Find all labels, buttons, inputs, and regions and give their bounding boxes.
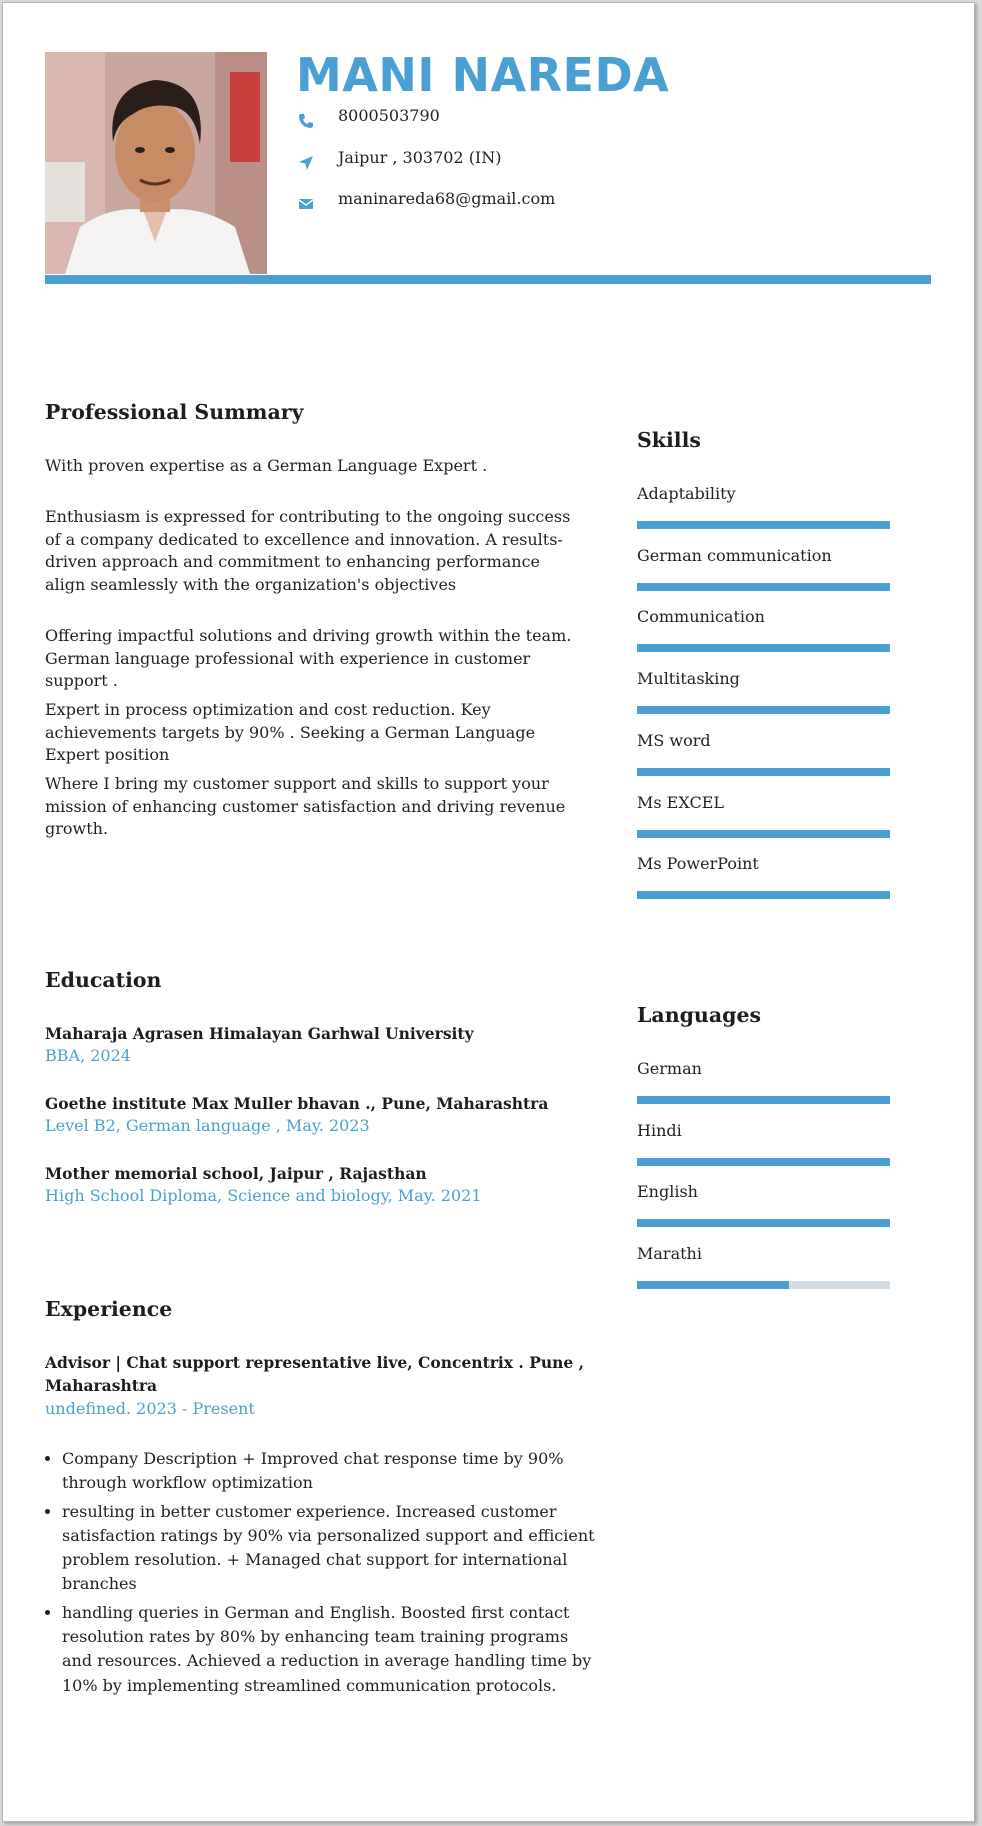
phone-icon [296,111,316,131]
summary-paragraph: Offering impactful solutions and driving growth within the team. German language professional with experience in customer support . [45,626,572,691]
language-level-bar [637,1281,890,1289]
skill-level-bar [637,644,890,652]
skill-level-bar [637,583,890,591]
contact-phone [296,105,440,133]
languages-heading: Languages [637,1003,762,1027]
language-level-bar [637,1219,890,1227]
summary-paragraph: Expert in process optimization and cost reduction. Key achievements targets by 90% . Seeking a German Language Expert position [45,700,536,765]
candidate-name: MANI NAREDA [296,48,670,102]
experience-dates: undefined. 2023 - Present [45,1399,255,1418]
level-fill [637,768,890,776]
skill-label: Ms EXCEL [637,792,725,812]
location-text: Jaipur , 303702 (IN) [338,147,502,167]
experience-bullet: • resulting in better customer experience. Increased customer satisfaction ratings by 90% via personalized support and efficient problem resolution. + Managed chat support for international branches [62,1500,602,1597]
language-level-bar [637,1096,890,1104]
language-label: German [637,1059,702,1078]
skill-level-bar [637,830,890,838]
level-fill [637,1158,890,1166]
resume-page [2,2,975,1822]
education-school: Maharaja Agrasen Himalayan Garhwal University [45,1024,474,1043]
skill-level-bar [637,706,890,714]
email-address[interactable]: maninareda68@gmail.com [338,188,556,208]
phone-number: 8000503790 [338,105,440,125]
education-detail: High School Diploma, Science and biology, May. 2021 [45,1186,482,1205]
header-divider [45,275,931,284]
skill-label: Adaptability [637,484,736,503]
experience-bullet: • Company Description + Improved chat response time by 90% through workflow optimization [62,1447,602,1496]
contact-location [296,147,502,175]
level-fill [637,830,890,838]
education-detail: Level B2, German language , May. 2023 [45,1116,370,1135]
experience-bullets [45,1447,602,1702]
education-heading: Education [45,968,162,992]
skill-level-bar [637,891,890,899]
envelope-icon [296,194,316,214]
skill-label: Ms PowerPoint [637,854,759,874]
experience-heading: Experience [45,1297,173,1321]
level-fill [637,644,890,652]
skill-label: Communication [637,607,765,627]
level-fill [637,1219,890,1227]
education-school: Goethe institute Max Muller bhavan ., Pune, Maharashtra [45,1094,549,1113]
level-fill [637,891,890,899]
language-label: Hindi [637,1120,682,1140]
education-school: Mother memorial school, Jaipur , Rajasthan [45,1164,427,1183]
language-label: English [637,1182,698,1202]
contact-email [296,188,556,216]
level-fill [637,1096,890,1104]
skill-label: MS word [637,730,711,750]
education-detail: BBA, 2024 [45,1046,131,1065]
experience-role: Advisor | Chat support representative live, Concentrix . Pune , [45,1353,585,1372]
skill-label: Multitasking [637,669,740,689]
level-fill [637,1281,789,1289]
summary-heading: Professional Summary [45,400,304,424]
level-fill [637,583,890,591]
language-label: Marathi [637,1244,702,1264]
level-fill [637,521,890,529]
experience-bullet: • handling queries in German and English. Boosted first contact resolution rates by 80% by enhancing team training programs and resources. Achieved a reduction in average handling time by 10% by implementing streamlined communication protocols. [62,1601,602,1698]
skill-label: German communication [637,545,832,565]
experience-role-location: Maharashtra [45,1376,158,1395]
skill-level-bar [637,521,890,529]
skill-level-bar [637,768,890,776]
language-level-bar [637,1158,890,1166]
skills-heading: Skills [637,428,701,452]
level-fill [637,706,890,714]
summary-paragraph: With proven expertise as a German Language Expert . [45,456,488,475]
summary-paragraph: Where I bring my customer support and skills to support your mission of enhancing customer satisfaction and driving revenue growth. [45,774,566,839]
summary-paragraph: Enthusiasm is expressed for contributing to the ongoing success of a company dedicated to excellence and innovation. A results-driven approach and commitment to enhancing performance align seamlessly with the organization's objectives [45,507,571,595]
location-arrow-icon [296,153,316,173]
profile-photo [45,52,267,274]
